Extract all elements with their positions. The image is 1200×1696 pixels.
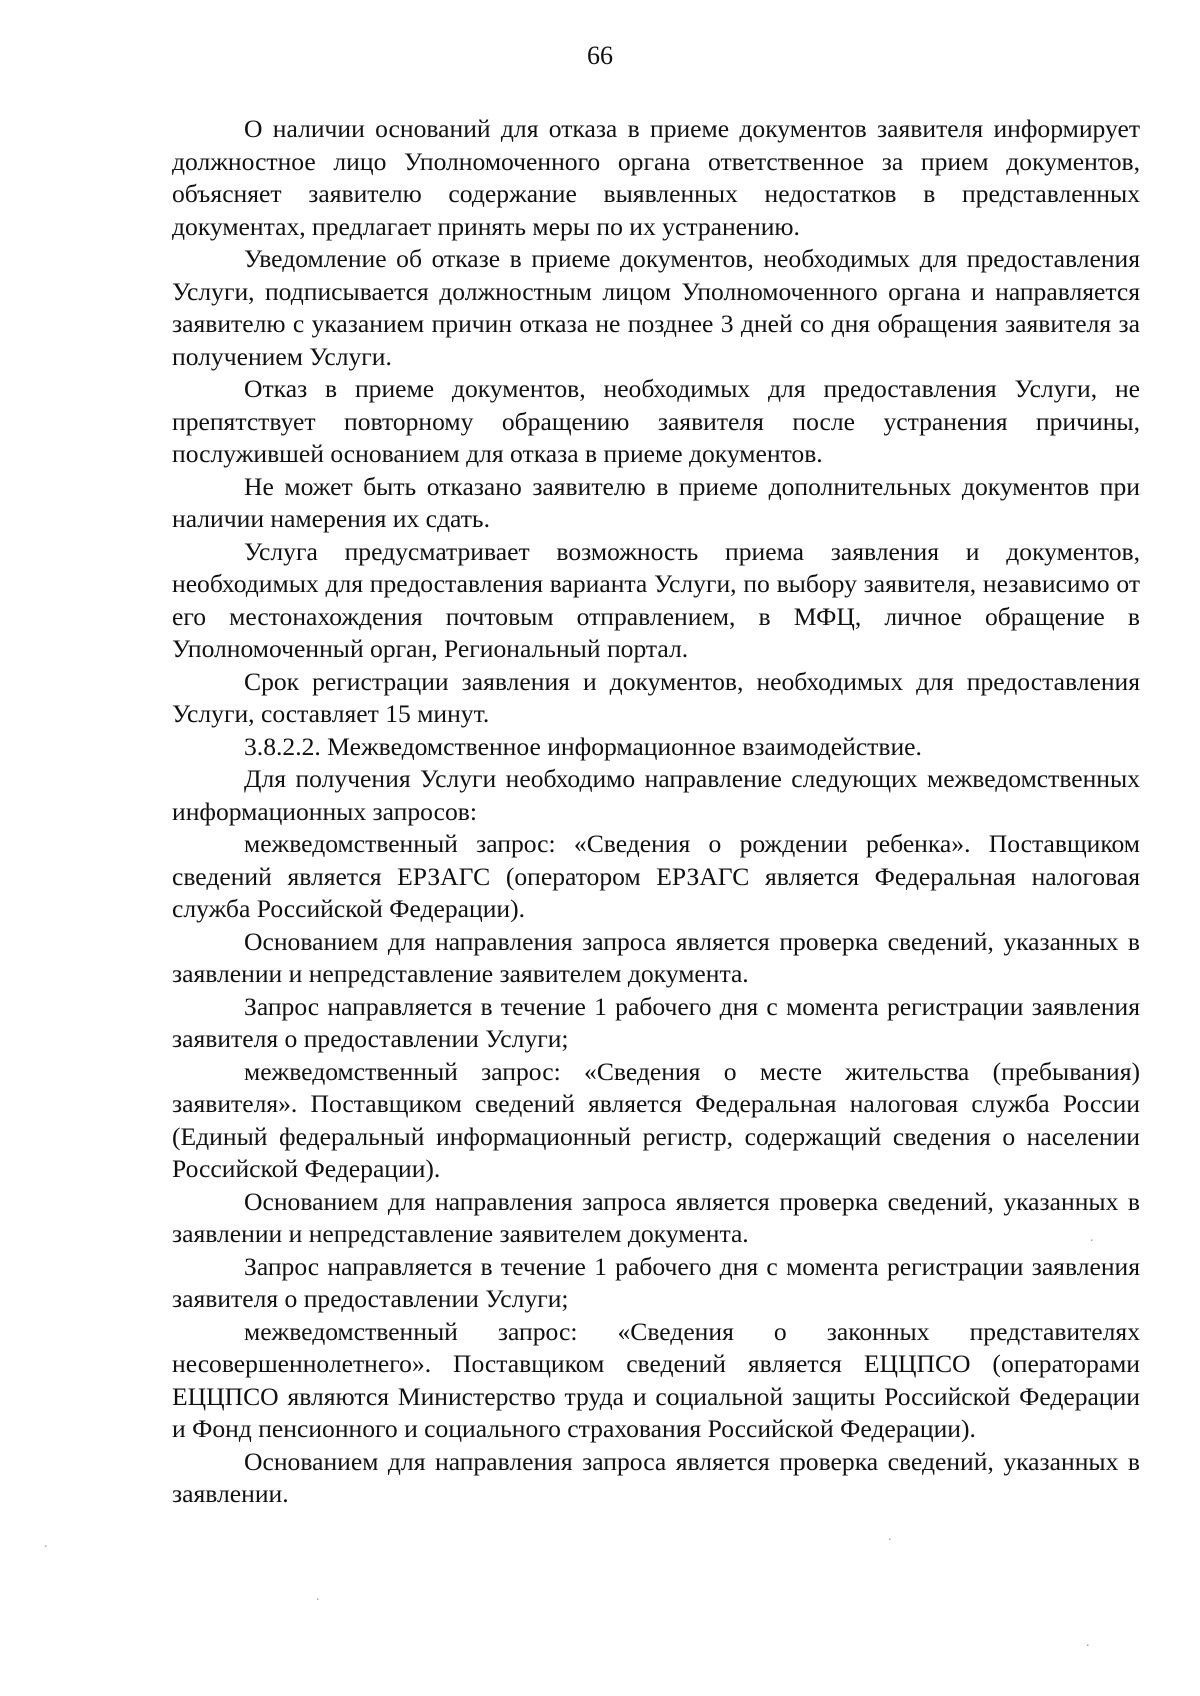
- document-body: [172, 113, 1140, 1511]
- paragraph: Для получения Услуги необходимо направление следующих межведомственных информационных запросов:: [172, 764, 1140, 826]
- paragraph: Не может быть отказано заявителю в приеме дополнительных документов при наличии намерения их сдать.: [172, 471, 1140, 533]
- paragraph: межведомственный запрос: «Сведения о месте жительства (пребывания) заявителя». Поставщиком сведений является Федеральная налоговая служба России (Единый федеральный информационный регистр, содержащий сведения о населении Российской Федерации).: [172, 1056, 1140, 1183]
- paragraph: Уведомление об отказе в приеме документов, необходимых для предоставления Услуги, подписывается должностным лицом Уполномоченного органа и направляется заявителю с указанием причин отказа не позднее 3 дней со дня обращения заявителя за получением Услуги.: [172, 244, 1140, 371]
- paragraph: Услуга предусматривает возможность приема заявления и документов, необходимых для предоставления варианта Услуги, по выбору заявителя, независимо от его местонахождения почтовым отправлением, в МФЦ, личное обращение в Уполномоченный орган, Региональный портал.: [172, 536, 1140, 663]
- scan-speck: .: [1086, 1635, 1090, 1650]
- paragraph: Основанием для направления запроса является проверка сведений, указанных в заявлении и непредставление заявителем документа.: [172, 1186, 1140, 1248]
- paragraph: Запрос направляется в течение 1 рабочего дня с момента регистрации заявления заявителя о предоставлении Услуги;: [172, 991, 1140, 1053]
- paragraph: Отказ в приеме документов, необходимых для предоставления Услуги, не препятствует повторному обращению заявителя после устранения причины, послужившей основанием для отказа в приеме документов.: [172, 374, 1140, 468]
- paragraph: межведомственный запрос: «Сведения о законных представителях несовершеннолетнего». Поставщиком сведений является ЕЦЦПСО (операторами ЕЦЦПСО являются Министерство труда и социальной защиты Российской Федерации и Фонд пенсионного и социального страхования Российской Федерации).: [172, 1316, 1140, 1443]
- scan-speck: .: [316, 1589, 320, 1604]
- paragraph: межведомственный запрос: «Сведения о рождении ребенка». Поставщиком сведений является ЕРЗАГС (оператором ЕРЗАГС является Федеральная налоговая служба Российской Федерации).: [172, 829, 1140, 923]
- paragraph: Основанием для направления запроса является проверка сведений, указанных в заявлении.: [172, 1446, 1140, 1508]
- section-heading: 3.8.2.2. Межведомственное информационное взаимодействие.: [244, 731, 922, 761]
- page-number: 66: [587, 41, 613, 70]
- paragraph: Основанием для направления запроса является проверка сведений, указанных в заявлении и непредставление заявителем документа.: [172, 926, 1140, 988]
- scan-speck: .: [888, 1529, 892, 1544]
- scan-speck: .: [44, 1536, 48, 1551]
- paragraph: Запрос направляется в течение 1 рабочего дня с момента регистрации заявления заявителя о предоставлении Услуги;: [172, 1251, 1140, 1313]
- scan-speck: .: [1090, 1230, 1094, 1245]
- paragraph: Срок регистрации заявления и документов, необходимых для предоставления Услуги, составляет 15 минут.: [172, 666, 1140, 728]
- paragraph: О наличии оснований для отказа в приеме документов заявителя информирует должностное лицо Уполномоченного органа ответственное за прием документов, объясняет заявителю содержание выявленных недостатков в представленных документах, предлагает принять меры по их устранению.: [172, 114, 1140, 241]
